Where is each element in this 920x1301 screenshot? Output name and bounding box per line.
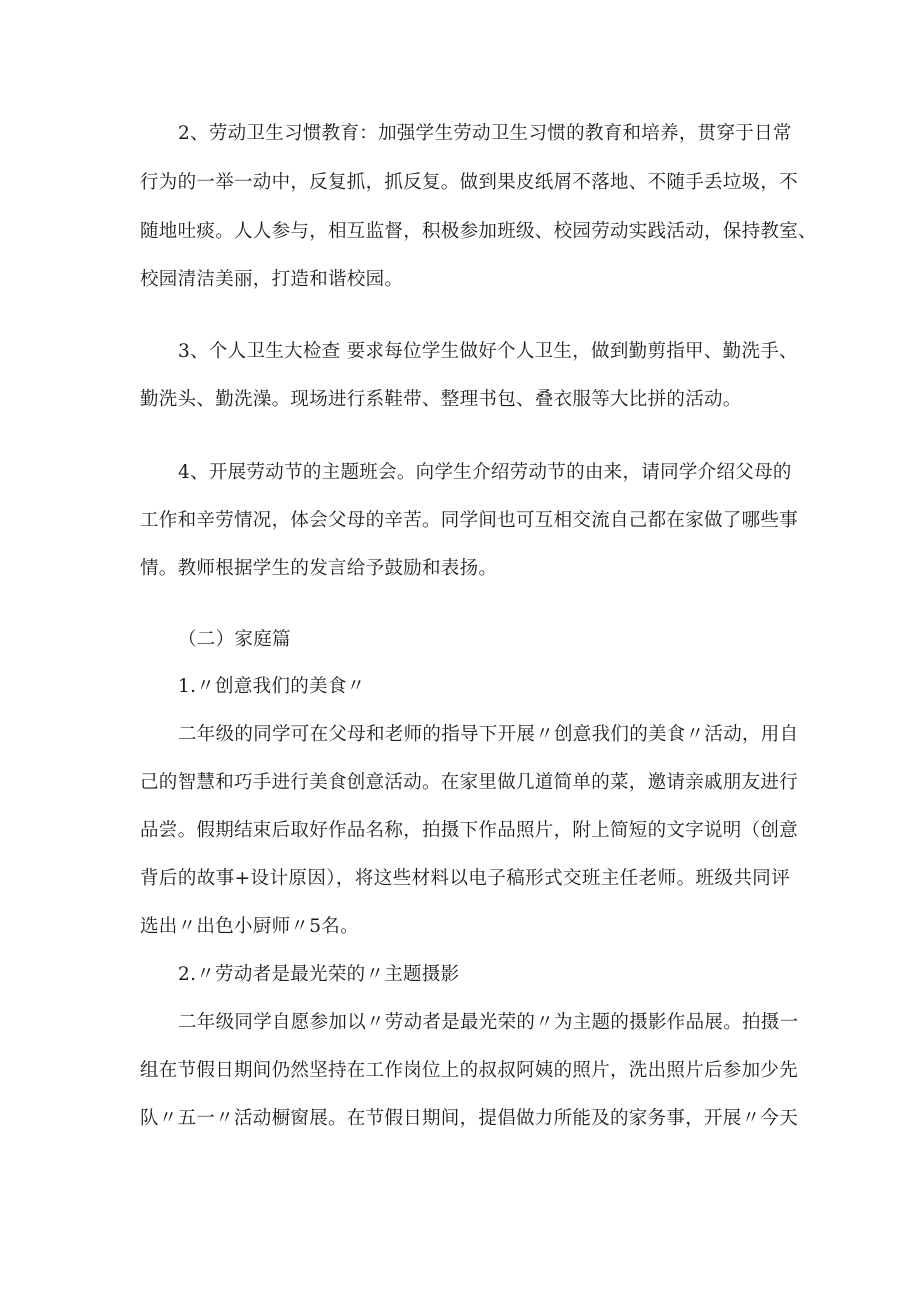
paragraph-line: 3、个人卫生大检查 要求每位学生做好个人卫生，做到勤剪指甲、勤洗手、 [178,341,798,362]
sub-heading: 1.〃创意我们的美食〃 [178,676,366,697]
paragraph-line: 选出〃出色小厨师〃5名。 [140,916,359,937]
paragraph-line: 情。教师根据学生的发言给予鼓励和表扬。 [140,558,498,579]
paragraph-line: 二年级同学自愿参加以〃劳动者是最光荣的〃为主题的摄影作品展。拍摄一 [178,1012,799,1033]
paragraph-line: 己的智慧和巧手进行美食创意活动。在家里做几道简单的菜，邀请亲戚朋友进行 [140,772,799,793]
paragraph-line: 行为的一举一动中，反复抓，抓反复。做到果皮纸屑不落地、不随手丢垃圾，不 [140,172,799,193]
paragraph-line: 品尝。假期结束后取好作品名称，拍摄下作品照片，附上简短的文字说明（创意 [140,820,799,841]
paragraph-line: 背后的故事+设计原因），将这些材料以电子稿形式交班主任老师。班级共同评 [140,868,790,889]
paragraph-line: 校园清洁美丽，打造和谐校园。 [140,269,404,290]
paragraph-line: 随地吐痰。人人参与，相互监督，积极参加班级、校园劳动实践活动，保持教室、 [140,221,817,242]
paragraph-line: 二年级的同学可在父母和老师的指导下开展〃创意我们的美食〃活动，用自 [178,724,799,745]
paragraph-line: 队〃五一〃活动橱窗展。在节假日期间，提倡做力所能及的家务事，开展〃今天 [140,1108,799,1129]
paragraph-line: 组在节假日期间仍然坚持在工作岗位上的叔叔阿姨的照片，洗出照片后参加少先 [140,1060,799,1081]
sub-heading: 2.〃劳动者是最光荣的〃主题摄影 [178,964,460,985]
section-heading: （二）家庭篇 [178,629,291,650]
paragraph-line: 2、劳动卫生习惯教育：加强学生劳动卫生习惯的教育和培养，贯穿于日常 [178,123,792,144]
paragraph-line: 勤洗头、勤洗澡。现场进行系鞋带、整理书包、叠衣服等大比拼的活动。 [140,389,742,410]
paragraph-line: 工作和辛劳情况，体会父母的辛苦。同学间也可互相交流自己都在家做了哪些事 [140,510,799,531]
paragraph-line: 4、开展劳动节的主题班会。向学生介绍劳动节的由来，请同学介绍父母的 [178,462,792,483]
